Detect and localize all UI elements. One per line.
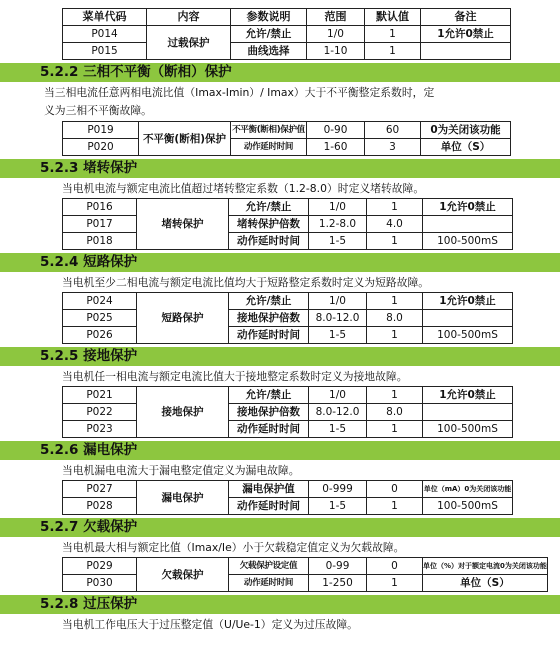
param-note: 100-500mS: [423, 233, 513, 250]
menu-code: P023: [63, 421, 137, 438]
param-range: 1.2-8.0: [309, 216, 367, 233]
underload-table: [62, 557, 548, 592]
table-row: [63, 310, 513, 327]
param-default: 1: [367, 327, 423, 344]
table-row: [63, 558, 548, 575]
menu-code: P030: [63, 575, 137, 592]
section-desc-line: 当电机最大相与额定比值（Imax/Ie）小于欠载稳定值定义为欠载故障。: [62, 541, 405, 554]
param-note: 单位（S）: [423, 575, 548, 592]
param-desc: 允许/禁止: [231, 26, 307, 43]
param-default: 0: [367, 481, 423, 498]
param-desc: 允许/禁止: [229, 293, 309, 310]
param-default: 3: [365, 139, 421, 156]
short-circuit-table: [62, 292, 513, 344]
stall-table: [62, 198, 513, 250]
table-row: [63, 293, 513, 310]
param-note: 0为关闭该功能: [421, 122, 511, 139]
section-heading-underload: 5.2.7 欠载保护: [0, 518, 560, 537]
menu-code: P019: [63, 122, 139, 139]
param-note: [421, 43, 511, 60]
leakage-table: [62, 480, 513, 515]
section-desc-line: 当电机任一相电流与额定电流比值大于接地整定系数时定义为接地故障。: [62, 370, 408, 383]
param-desc: 允许/禁止: [229, 387, 309, 404]
param-desc: 不平衡(断相)保护值: [231, 122, 307, 139]
content-group: 接地保护: [137, 387, 229, 438]
param-range: 1-5: [309, 498, 367, 515]
param-default: 0: [367, 558, 423, 575]
table-row: [63, 404, 513, 421]
param-desc: 欠载保护设定值: [229, 558, 309, 575]
param-range: 0-99: [309, 558, 367, 575]
col-header-code: 菜单代码: [63, 9, 147, 26]
param-default: 1: [365, 26, 421, 43]
param-default: 8.0: [367, 310, 423, 327]
table-row: [63, 216, 513, 233]
param-range: 8.0-12.0: [309, 310, 367, 327]
menu-code: P018: [63, 233, 137, 250]
section-heading-unbalance: 5.2.2 三相不平衡（断相）保护: [0, 63, 560, 82]
param-range: 1/0: [309, 293, 367, 310]
table-header-row: [63, 9, 511, 26]
param-note: 单位（S）: [421, 139, 511, 156]
content-group: 过载保护: [147, 26, 231, 60]
col-header-param: 参数说明: [231, 9, 307, 26]
menu-code: P017: [63, 216, 137, 233]
menu-code: P014: [63, 26, 147, 43]
param-range: 1-5: [309, 233, 367, 250]
param-desc: 动作延时时间: [229, 421, 309, 438]
section-desc-line: 义为三相不平衡故障。: [44, 104, 152, 117]
param-default: 1: [365, 43, 421, 60]
param-range: 0-90: [307, 122, 365, 139]
param-default: 1: [367, 387, 423, 404]
param-note: [423, 310, 513, 327]
menu-code: P027: [63, 481, 137, 498]
param-note: 100-500mS: [423, 421, 513, 438]
table-row: [63, 481, 513, 498]
param-default: 1: [367, 498, 423, 515]
param-desc: 动作延时时间: [229, 327, 309, 344]
param-range: 0-999: [309, 481, 367, 498]
param-default: 60: [365, 122, 421, 139]
unbalance-table: [62, 121, 511, 156]
table-row: [63, 122, 511, 139]
table-row: [63, 421, 513, 438]
table-row: [63, 575, 548, 592]
param-desc: 曲线选择: [231, 43, 307, 60]
param-range: 1-60: [307, 139, 365, 156]
param-note: 100-500mS: [423, 498, 513, 515]
param-range: 1-250: [309, 575, 367, 592]
section-heading-short-circuit: 5.2.4 短路保护: [0, 253, 560, 272]
param-desc: 动作延时时间: [229, 575, 309, 592]
param-range: 1-5: [309, 421, 367, 438]
section-desc-line: 当电机工作电压大于过压整定值（U/Ue-1）定义为过压故障。: [62, 618, 358, 631]
section-desc-line: 当电机电流与额定电流比值超过堵转整定系数（1.2-8.0）时定义堵转故障。: [62, 182, 425, 195]
content-group: 不平衡(断相)保护: [139, 122, 231, 156]
param-range: 1/0: [309, 199, 367, 216]
table-row: [63, 26, 511, 43]
menu-code: P029: [63, 558, 137, 575]
content-group: 漏电保护: [137, 481, 229, 515]
menu-code: P025: [63, 310, 137, 327]
param-desc: 允许/禁止: [229, 199, 309, 216]
param-default: 4.0: [367, 216, 423, 233]
content-group: 堵转保护: [137, 199, 229, 250]
menu-code: P021: [63, 387, 137, 404]
param-note: [423, 404, 513, 421]
param-note: 单位（%）对于额定电流0为关闭该功能: [423, 558, 548, 575]
col-header-content: 内容: [147, 9, 231, 26]
param-desc: 堵转保护倍数: [229, 216, 309, 233]
param-default: 1: [367, 199, 423, 216]
col-header-default: 默认值: [365, 9, 421, 26]
section-heading-ground: 5.2.5 接地保护: [0, 347, 560, 366]
param-note: [423, 216, 513, 233]
param-desc: 动作延时时间: [229, 233, 309, 250]
table-row: [63, 43, 511, 60]
menu-code: P026: [63, 327, 137, 344]
menu-code: P020: [63, 139, 139, 156]
param-desc: 接地保护倍数: [229, 404, 309, 421]
param-note: 1允许0禁止: [423, 199, 513, 216]
col-header-note: 备注: [421, 9, 511, 26]
param-default: 1: [367, 575, 423, 592]
ground-table: [62, 386, 513, 438]
table-row: [63, 139, 511, 156]
param-desc: 接地保护倍数: [229, 310, 309, 327]
menu-code: P022: [63, 404, 137, 421]
param-desc: 动作延时时间: [229, 498, 309, 515]
content-group: 欠载保护: [137, 558, 229, 592]
param-note: 1允许0禁止: [423, 293, 513, 310]
section-desc-line: 当电机至少二相电流与额定电流比值均大于短路整定系数时定义为短路故障。: [62, 276, 430, 289]
param-default: 1: [367, 233, 423, 250]
param-range: 1-10: [307, 43, 365, 60]
menu-code: P028: [63, 498, 137, 515]
param-range: 8.0-12.0: [309, 404, 367, 421]
param-default: 8.0: [367, 404, 423, 421]
table-row: [63, 233, 513, 250]
section-heading-overvoltage: 5.2.8 过压保护: [0, 595, 560, 614]
section-desc-line: 当电机漏电电流大于漏电整定值定义为漏电故障。: [62, 464, 300, 477]
overload-table: [62, 8, 511, 60]
section-heading-stall: 5.2.3 堵转保护: [0, 159, 560, 178]
param-desc: 动作延时时间: [231, 139, 307, 156]
section-heading-leakage: 5.2.6 漏电保护: [0, 441, 560, 460]
param-default: 1: [367, 421, 423, 438]
content-group: 短路保护: [137, 293, 229, 344]
table-row: [63, 498, 513, 515]
param-note: 100-500mS: [423, 327, 513, 344]
param-desc: 漏电保护值: [229, 481, 309, 498]
table-row: [63, 199, 513, 216]
param-range: 1/0: [309, 387, 367, 404]
param-range: 1-5: [309, 327, 367, 344]
param-range: 1/0: [307, 26, 365, 43]
table-row: [63, 387, 513, 404]
menu-code: P015: [63, 43, 147, 60]
param-note: 1允许0禁止: [423, 387, 513, 404]
menu-code: P024: [63, 293, 137, 310]
menu-code: P016: [63, 199, 137, 216]
table-row: [63, 327, 513, 344]
param-note: 1允许0禁止: [421, 26, 511, 43]
section-desc-line: 当三相电流任意两相电流比值（Imax-Imin）/ Imax）大于不平衡整定系数时，定: [44, 86, 435, 99]
param-default: 1: [367, 293, 423, 310]
param-note: 单位（mA）0为关闭该功能: [423, 481, 513, 498]
col-header-range: 范围: [307, 9, 365, 26]
